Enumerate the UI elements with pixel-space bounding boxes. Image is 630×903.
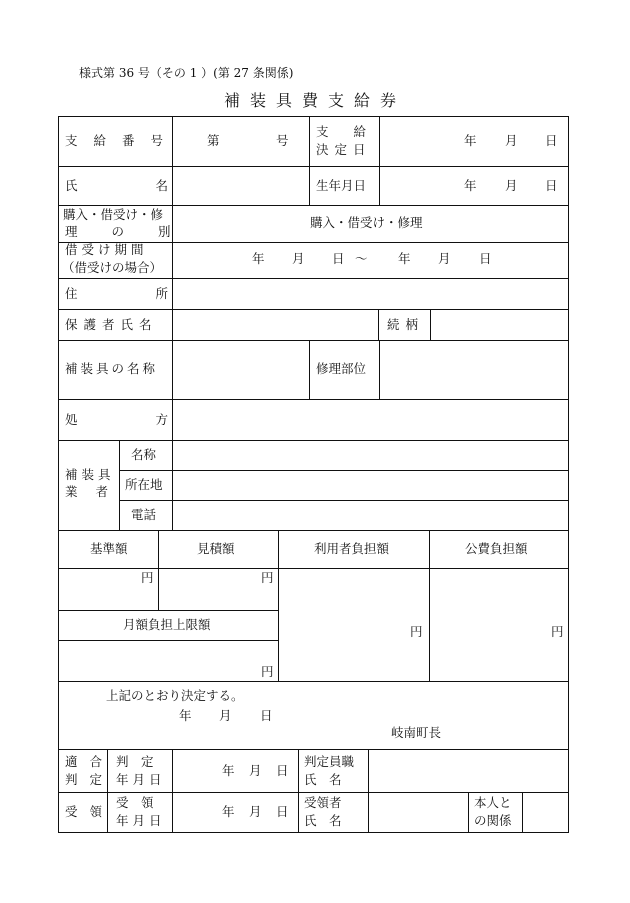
decision-date-label: 支 給 <box>316 124 367 139</box>
column-divider <box>368 749 369 833</box>
column-divider <box>522 792 523 833</box>
guardian-name-label: 保護者氏名 <box>65 317 158 332</box>
vendor-location-field[interactable] <box>174 472 567 499</box>
column-divider <box>172 116 173 440</box>
receipt-day: 日 <box>276 804 289 819</box>
date-day: 日 <box>545 133 558 148</box>
receiver-name-field[interactable] <box>370 794 466 832</box>
column-divider <box>172 440 173 530</box>
column-divider <box>309 340 310 399</box>
device-name-label: 補装具の名称 <box>65 361 159 376</box>
row-divider <box>58 205 569 206</box>
mayor-signature: 岐南町長 <box>391 725 442 740</box>
rental-start-year: 年 <box>252 251 265 266</box>
judgement-label: 適合 <box>65 754 115 769</box>
birth-date-field[interactable] <box>381 168 567 204</box>
row-divider <box>58 610 278 611</box>
rental-end-day: 日 <box>479 251 492 266</box>
form-number: 様式第 36 号（その 1 ）(第 27 条関係) <box>79 66 294 80</box>
row-divider <box>119 470 569 471</box>
column-divider <box>468 792 469 833</box>
estimate-amount-field[interactable] <box>160 570 276 609</box>
rental-start-day: 日 <box>332 251 345 266</box>
address-label: 住所 <box>65 286 247 301</box>
rental-period-note: （借受けの場合） <box>62 260 163 275</box>
rental-tilde: ～ <box>355 251 368 266</box>
judgement-date-label: 年月日 <box>116 772 166 787</box>
decision-date-label: 決定日 <box>316 142 372 157</box>
estimate-amount-header: 見積額 <box>197 541 235 556</box>
receipt-year: 年 <box>222 804 235 819</box>
rental-start-month: 月 <box>292 251 305 266</box>
device-name-field[interactable] <box>174 342 307 398</box>
row-divider <box>58 309 569 310</box>
row-divider <box>58 166 569 167</box>
payment-number-label: 支給番号 <box>65 133 180 148</box>
relationship-label: 続柄 <box>387 317 425 332</box>
receipt-date-label: 受 領 <box>116 795 154 810</box>
column-divider <box>309 116 310 206</box>
receiver-name-label: 受領者 <box>304 795 342 810</box>
row-divider <box>58 340 569 341</box>
date-day: 日 <box>545 178 558 193</box>
public-burden-field[interactable] <box>431 570 567 680</box>
user-burden-field[interactable] <box>280 570 427 680</box>
row-divider <box>58 530 569 531</box>
column-divider <box>298 749 299 833</box>
yen-unit: 円 <box>410 624 423 639</box>
judgement-year: 年 <box>222 763 235 778</box>
vendor-label: 業者 <box>65 484 127 499</box>
vendor-name-field[interactable] <box>174 442 567 469</box>
row-divider <box>58 399 569 400</box>
judgement-label: 判定 <box>65 772 115 787</box>
receipt-month: 月 <box>249 804 262 819</box>
prescription-field[interactable] <box>174 401 567 439</box>
rental-end-month: 月 <box>438 251 451 266</box>
judgement-month: 月 <box>249 763 262 778</box>
vendor-name-label: 名称 <box>131 447 157 462</box>
column-divider <box>278 530 279 681</box>
column-divider <box>158 530 159 610</box>
relation-to-person-label: の関係 <box>474 813 512 828</box>
relation-to-person-label: 本人と <box>474 795 512 810</box>
judge-officer-label: 判定員職 <box>304 754 355 769</box>
monthly-cap-label: 月額負担上限額 <box>123 617 211 632</box>
row-divider <box>58 640 278 641</box>
name-field[interactable] <box>174 168 307 204</box>
decision-month: 月 <box>219 708 232 723</box>
number-suffix: 号 <box>276 133 289 148</box>
birth-date-label: 生年月日 <box>316 178 367 193</box>
yen-unit: 円 <box>141 570 154 585</box>
column-divider <box>429 530 430 681</box>
guardian-name-field[interactable] <box>174 311 377 339</box>
date-year: 年 <box>464 178 477 193</box>
row-divider <box>58 792 569 793</box>
repair-part-field[interactable] <box>381 342 567 398</box>
row-divider <box>58 440 569 441</box>
rental-end-year: 年 <box>398 251 411 266</box>
vendor-phone-field[interactable] <box>174 502 567 529</box>
decision-date-field[interactable] <box>381 118 567 164</box>
judgement-day: 日 <box>276 763 289 778</box>
row-divider <box>58 749 569 750</box>
vendor-label: 補装具 <box>65 467 115 482</box>
judge-officer-label: 氏 名 <box>304 772 342 787</box>
receipt-date-label: 年月日 <box>116 813 166 828</box>
number-prefix: 第 <box>207 133 220 148</box>
receiver-name-label: 氏 名 <box>304 813 342 828</box>
row-divider <box>58 568 569 569</box>
address-field[interactable] <box>174 280 567 308</box>
name-label: 氏名 <box>65 178 247 193</box>
row-divider <box>58 278 569 279</box>
payment-number-field[interactable] <box>222 124 272 158</box>
relation-to-person-field[interactable] <box>524 794 567 832</box>
public-burden-header: 公費負担額 <box>465 541 528 556</box>
column-divider <box>379 116 380 206</box>
date-month: 月 <box>505 133 518 148</box>
prescription-label: 処方 <box>65 412 247 427</box>
monthly-cap-field[interactable] <box>60 642 276 680</box>
column-divider <box>172 749 173 833</box>
standard-amount-header: 基準額 <box>90 541 128 556</box>
column-divider <box>379 340 380 399</box>
decision-statement: 上記のとおり決定する。 <box>106 688 244 703</box>
vendor-phone-label: 電話 <box>131 507 157 522</box>
yen-unit: 円 <box>261 570 274 585</box>
rental-period-label: 借受け期間 <box>65 242 148 257</box>
date-year: 年 <box>464 133 477 148</box>
decision-year: 年 <box>179 708 192 723</box>
yen-unit: 円 <box>261 664 274 679</box>
yen-unit: 円 <box>551 624 564 639</box>
repair-part-label: 修理部位 <box>316 361 367 376</box>
page-title: 補装具費支給券 <box>223 91 406 110</box>
row-divider <box>119 500 569 501</box>
vendor-location-label: 所在地 <box>125 477 163 492</box>
category-options[interactable]: 購入・借受け・修理 <box>310 215 423 230</box>
judge-officer-field[interactable] <box>370 751 567 791</box>
category-label: 理の別 <box>65 224 205 239</box>
receipt-label: 受領 <box>65 804 115 819</box>
column-divider <box>430 309 431 340</box>
judgement-date-label: 判 定 <box>116 754 154 769</box>
column-divider <box>378 309 379 340</box>
user-burden-header: 利用者負担額 <box>314 541 390 556</box>
date-month: 月 <box>505 178 518 193</box>
decision-day: 日 <box>260 708 273 723</box>
row-divider <box>58 681 569 682</box>
relationship-field[interactable] <box>432 311 567 339</box>
category-label: 購入・借受け・修 <box>63 207 164 222</box>
